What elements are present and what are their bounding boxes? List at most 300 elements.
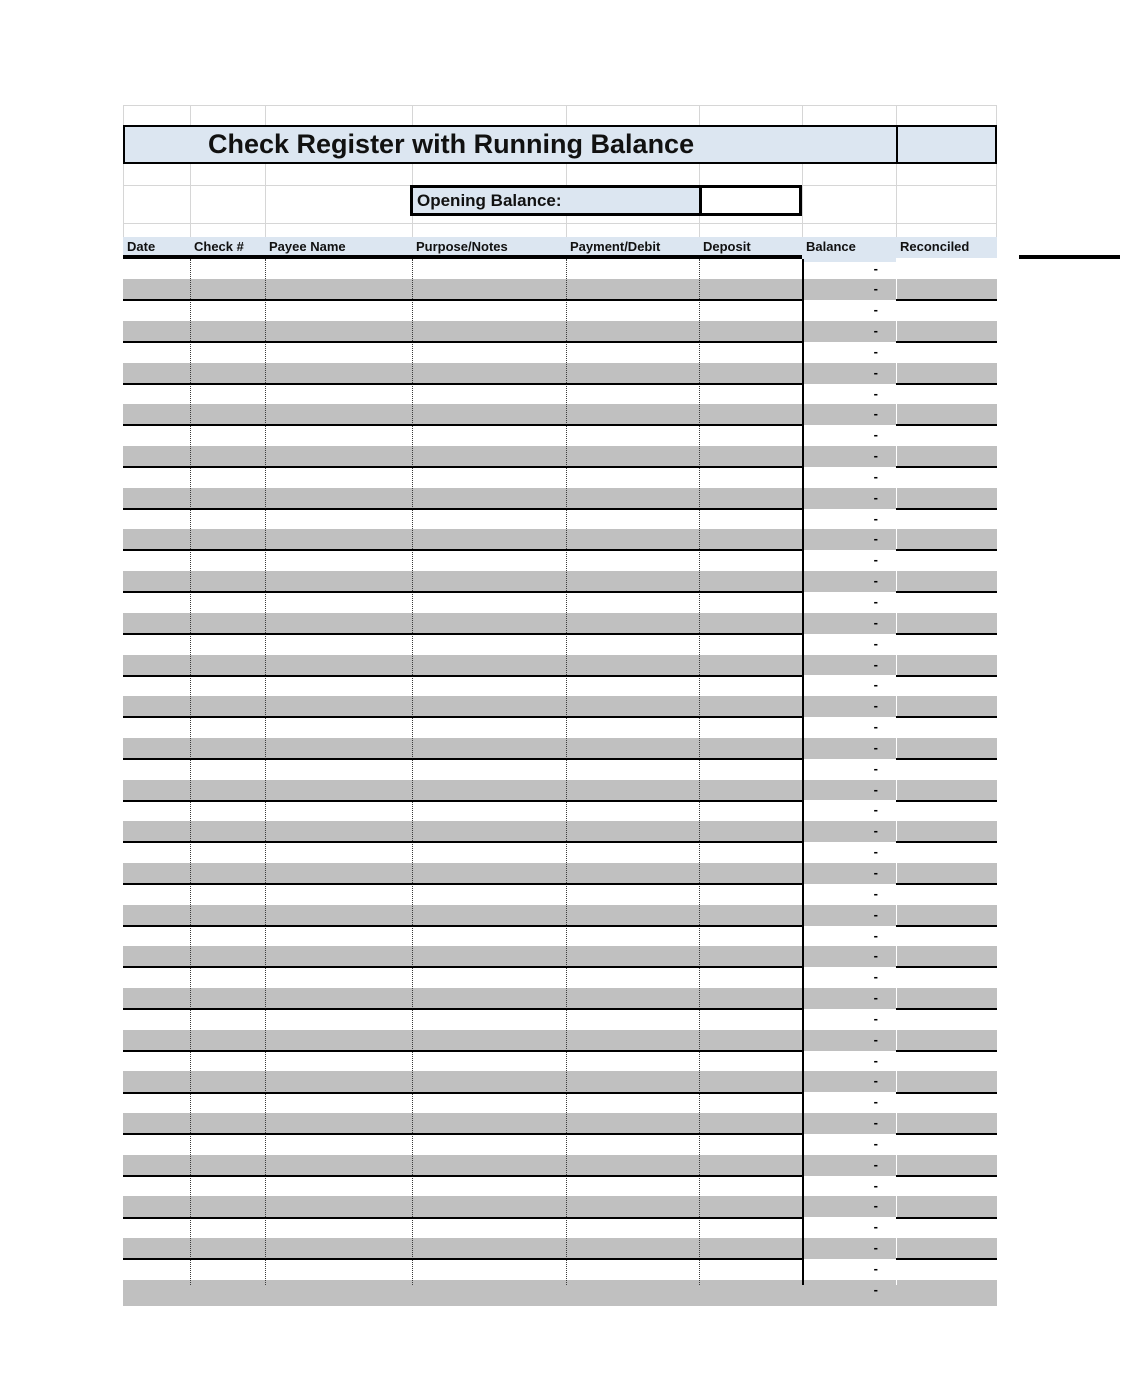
cell-date[interactable] (123, 842, 190, 863)
cell-payee[interactable] (265, 446, 412, 467)
cell-date[interactable] (123, 821, 190, 842)
cell-purpose[interactable] (412, 509, 566, 530)
cell-purpose[interactable] (412, 821, 566, 842)
cell-date[interactable] (123, 1155, 190, 1176)
cell-date[interactable] (123, 259, 190, 280)
cell-date[interactable] (123, 342, 190, 363)
cell-date[interactable] (123, 946, 190, 967)
cell-reconciled[interactable] (896, 842, 997, 863)
cell-check[interactable] (190, 842, 265, 863)
cell-purpose[interactable] (412, 321, 566, 342)
cell-reconciled[interactable] (896, 279, 997, 300)
cell-deposit[interactable] (699, 1176, 802, 1197)
cell-date[interactable] (123, 1030, 190, 1051)
cell-date[interactable] (123, 655, 190, 676)
cell-reconciled[interactable] (896, 780, 997, 801)
cell-date[interactable] (123, 1176, 190, 1197)
cell-check[interactable] (190, 1134, 265, 1155)
cell-payment[interactable] (566, 279, 699, 300)
cell-deposit[interactable] (699, 613, 802, 634)
cell-payment[interactable] (566, 1217, 699, 1238)
cell-payment[interactable] (566, 404, 699, 425)
cell-purpose[interactable] (412, 1113, 566, 1134)
cell-date[interactable] (123, 863, 190, 884)
cell-check[interactable] (190, 759, 265, 780)
cell-date[interactable] (123, 738, 190, 759)
cell-payment[interactable] (566, 1155, 699, 1176)
cell-payee[interactable] (265, 467, 412, 488)
cell-payment[interactable] (566, 863, 699, 884)
cell-purpose[interactable] (412, 988, 566, 1009)
cell-reconciled[interactable] (896, 571, 997, 592)
cell-reconciled[interactable] (896, 946, 997, 967)
cell-purpose[interactable] (412, 488, 566, 509)
cell-check[interactable] (190, 800, 265, 821)
cell-purpose[interactable] (412, 363, 566, 384)
cell-deposit[interactable] (699, 363, 802, 384)
cell-reconciled[interactable] (896, 926, 997, 947)
cell-deposit[interactable] (699, 446, 802, 467)
cell-date[interactable] (123, 967, 190, 988)
cell-payee[interactable] (265, 759, 412, 780)
cell-payment[interactable] (566, 342, 699, 363)
cell-deposit[interactable] (699, 1280, 802, 1301)
cell-deposit[interactable] (699, 1155, 802, 1176)
cell-payment[interactable] (566, 446, 699, 467)
cell-date[interactable] (123, 363, 190, 384)
cell-reconciled[interactable] (896, 967, 997, 988)
cell-reconciled[interactable] (896, 425, 997, 446)
cell-date[interactable] (123, 613, 190, 634)
cell-check[interactable] (190, 613, 265, 634)
cell-date[interactable] (123, 592, 190, 613)
cell-reconciled[interactable] (896, 800, 997, 821)
cell-date[interactable] (123, 1134, 190, 1155)
cell-check[interactable] (190, 321, 265, 342)
cell-date[interactable] (123, 905, 190, 926)
cell-reconciled[interactable] (896, 592, 997, 613)
cell-deposit[interactable] (699, 1134, 802, 1155)
cell-reconciled[interactable] (896, 467, 997, 488)
cell-purpose[interactable] (412, 1238, 566, 1259)
cell-date[interactable] (123, 696, 190, 717)
cell-purpose[interactable] (412, 759, 566, 780)
cell-reconciled[interactable] (896, 529, 997, 550)
cell-payment[interactable] (566, 946, 699, 967)
cell-date[interactable] (123, 634, 190, 655)
cell-payee[interactable] (265, 488, 412, 509)
cell-check[interactable] (190, 529, 265, 550)
cell-date[interactable] (123, 1196, 190, 1217)
cell-payment[interactable] (566, 988, 699, 1009)
cell-date[interactable] (123, 759, 190, 780)
cell-payment[interactable] (566, 905, 699, 926)
cell-deposit[interactable] (699, 675, 802, 696)
cell-date[interactable] (123, 488, 190, 509)
cell-deposit[interactable] (699, 759, 802, 780)
cell-deposit[interactable] (699, 863, 802, 884)
cell-payee[interactable] (265, 800, 412, 821)
cell-payee[interactable] (265, 509, 412, 530)
cell-check[interactable] (190, 404, 265, 425)
cell-payment[interactable] (566, 1280, 699, 1301)
cell-reconciled[interactable] (896, 1155, 997, 1176)
cell-payment[interactable] (566, 509, 699, 530)
cell-check[interactable] (190, 967, 265, 988)
cell-payee[interactable] (265, 571, 412, 592)
cell-deposit[interactable] (699, 529, 802, 550)
cell-payee[interactable] (265, 905, 412, 926)
cell-payment[interactable] (566, 1092, 699, 1113)
cell-check[interactable] (190, 550, 265, 571)
cell-check[interactable] (190, 863, 265, 884)
cell-payment[interactable] (566, 488, 699, 509)
cell-check[interactable] (190, 425, 265, 446)
cell-payee[interactable] (265, 926, 412, 947)
cell-purpose[interactable] (412, 738, 566, 759)
cell-date[interactable] (123, 300, 190, 321)
cell-payment[interactable] (566, 300, 699, 321)
cell-purpose[interactable] (412, 1217, 566, 1238)
cell-payment[interactable] (566, 926, 699, 947)
cell-purpose[interactable] (412, 655, 566, 676)
cell-reconciled[interactable] (896, 446, 997, 467)
cell-payee[interactable] (265, 821, 412, 842)
cell-payee[interactable] (265, 967, 412, 988)
cell-reconciled[interactable] (896, 1259, 997, 1280)
cell-purpose[interactable] (412, 1196, 566, 1217)
cell-reconciled[interactable] (896, 509, 997, 530)
cell-reconciled[interactable] (896, 342, 997, 363)
cell-purpose[interactable] (412, 634, 566, 655)
cell-payment[interactable] (566, 425, 699, 446)
cell-date[interactable] (123, 384, 190, 405)
cell-check[interactable] (190, 884, 265, 905)
cell-check[interactable] (190, 926, 265, 947)
cell-payee[interactable] (265, 259, 412, 280)
cell-payment[interactable] (566, 259, 699, 280)
cell-payment[interactable] (566, 800, 699, 821)
cell-deposit[interactable] (699, 467, 802, 488)
cell-payment[interactable] (566, 634, 699, 655)
cell-payee[interactable] (265, 1217, 412, 1238)
cell-purpose[interactable] (412, 300, 566, 321)
cell-deposit[interactable] (699, 800, 802, 821)
cell-payment[interactable] (566, 1030, 699, 1051)
cell-date[interactable] (123, 279, 190, 300)
cell-payment[interactable] (566, 738, 699, 759)
cell-deposit[interactable] (699, 550, 802, 571)
cell-date[interactable] (123, 1238, 190, 1259)
cell-payment[interactable] (566, 592, 699, 613)
cell-date[interactable] (123, 425, 190, 446)
cell-reconciled[interactable] (896, 738, 997, 759)
cell-check[interactable] (190, 1113, 265, 1134)
cell-check[interactable] (190, 905, 265, 926)
cell-reconciled[interactable] (896, 1217, 997, 1238)
cell-payee[interactable] (265, 946, 412, 967)
cell-purpose[interactable] (412, 1051, 566, 1072)
cell-check[interactable] (190, 300, 265, 321)
cell-date[interactable] (123, 1217, 190, 1238)
cell-date[interactable] (123, 988, 190, 1009)
cell-check[interactable] (190, 1051, 265, 1072)
cell-date[interactable] (123, 675, 190, 696)
cell-payment[interactable] (566, 967, 699, 988)
cell-purpose[interactable] (412, 467, 566, 488)
cell-deposit[interactable] (699, 425, 802, 446)
cell-date[interactable] (123, 550, 190, 571)
cell-purpose[interactable] (412, 1030, 566, 1051)
cell-payment[interactable] (566, 821, 699, 842)
cell-deposit[interactable] (699, 1196, 802, 1217)
cell-reconciled[interactable] (896, 675, 997, 696)
cell-deposit[interactable] (699, 1259, 802, 1280)
cell-deposit[interactable] (699, 279, 802, 300)
cell-deposit[interactable] (699, 696, 802, 717)
cell-payment[interactable] (566, 363, 699, 384)
cell-date[interactable] (123, 1009, 190, 1030)
cell-purpose[interactable] (412, 946, 566, 967)
cell-reconciled[interactable] (896, 1280, 997, 1301)
cell-check[interactable] (190, 696, 265, 717)
cell-payee[interactable] (265, 1009, 412, 1030)
cell-deposit[interactable] (699, 780, 802, 801)
cell-reconciled[interactable] (896, 655, 997, 676)
cell-check[interactable] (190, 1176, 265, 1197)
cell-date[interactable] (123, 321, 190, 342)
cell-payee[interactable] (265, 1134, 412, 1155)
cell-payee[interactable] (265, 863, 412, 884)
cell-purpose[interactable] (412, 1280, 566, 1301)
cell-payee[interactable] (265, 842, 412, 863)
cell-reconciled[interactable] (896, 821, 997, 842)
cell-payee[interactable] (265, 884, 412, 905)
cell-payment[interactable] (566, 1134, 699, 1155)
cell-date[interactable] (123, 1280, 190, 1301)
cell-deposit[interactable] (699, 717, 802, 738)
cell-deposit[interactable] (699, 884, 802, 905)
cell-payee[interactable] (265, 988, 412, 1009)
cell-date[interactable] (123, 800, 190, 821)
cell-payee[interactable] (265, 634, 412, 655)
cell-payment[interactable] (566, 1071, 699, 1092)
cell-payee[interactable] (265, 342, 412, 363)
cell-deposit[interactable] (699, 821, 802, 842)
cell-deposit[interactable] (699, 300, 802, 321)
cell-payee[interactable] (265, 1259, 412, 1280)
cell-check[interactable] (190, 259, 265, 280)
cell-reconciled[interactable] (896, 1009, 997, 1030)
cell-reconciled[interactable] (896, 384, 997, 405)
cell-payee[interactable] (265, 1238, 412, 1259)
cell-payment[interactable] (566, 675, 699, 696)
cell-purpose[interactable] (412, 1071, 566, 1092)
cell-purpose[interactable] (412, 863, 566, 884)
cell-reconciled[interactable] (896, 696, 997, 717)
cell-purpose[interactable] (412, 800, 566, 821)
cell-payee[interactable] (265, 425, 412, 446)
cell-check[interactable] (190, 279, 265, 300)
cell-reconciled[interactable] (896, 613, 997, 634)
cell-payment[interactable] (566, 529, 699, 550)
cell-reconciled[interactable] (896, 905, 997, 926)
cell-purpose[interactable] (412, 342, 566, 363)
cell-deposit[interactable] (699, 738, 802, 759)
cell-purpose[interactable] (412, 1176, 566, 1197)
cell-payee[interactable] (265, 529, 412, 550)
cell-check[interactable] (190, 988, 265, 1009)
cell-payee[interactable] (265, 655, 412, 676)
cell-check[interactable] (190, 946, 265, 967)
cell-date[interactable] (123, 1259, 190, 1280)
cell-purpose[interactable] (412, 780, 566, 801)
cell-deposit[interactable] (699, 905, 802, 926)
cell-payee[interactable] (265, 550, 412, 571)
cell-payment[interactable] (566, 759, 699, 780)
cell-check[interactable] (190, 342, 265, 363)
cell-deposit[interactable] (699, 404, 802, 425)
cell-payee[interactable] (265, 696, 412, 717)
cell-check[interactable] (190, 780, 265, 801)
cell-date[interactable] (123, 529, 190, 550)
cell-check[interactable] (190, 1009, 265, 1030)
cell-payment[interactable] (566, 1009, 699, 1030)
cell-reconciled[interactable] (896, 988, 997, 1009)
cell-payee[interactable] (265, 1280, 412, 1301)
cell-check[interactable] (190, 717, 265, 738)
cell-check[interactable] (190, 655, 265, 676)
cell-payment[interactable] (566, 696, 699, 717)
cell-reconciled[interactable] (896, 1176, 997, 1197)
cell-date[interactable] (123, 1092, 190, 1113)
cell-date[interactable] (123, 467, 190, 488)
cell-check[interactable] (190, 467, 265, 488)
cell-deposit[interactable] (699, 488, 802, 509)
cell-reconciled[interactable] (896, 321, 997, 342)
cell-deposit[interactable] (699, 655, 802, 676)
cell-check[interactable] (190, 1155, 265, 1176)
cell-purpose[interactable] (412, 1155, 566, 1176)
cell-reconciled[interactable] (896, 1238, 997, 1259)
cell-date[interactable] (123, 1071, 190, 1092)
cell-check[interactable] (190, 384, 265, 405)
cell-reconciled[interactable] (896, 717, 997, 738)
cell-check[interactable] (190, 509, 265, 530)
cell-date[interactable] (123, 446, 190, 467)
opening-balance-input[interactable] (702, 188, 799, 213)
cell-payment[interactable] (566, 467, 699, 488)
cell-deposit[interactable] (699, 1238, 802, 1259)
cell-purpose[interactable] (412, 696, 566, 717)
cell-payment[interactable] (566, 1238, 699, 1259)
cell-payment[interactable] (566, 842, 699, 863)
cell-purpose[interactable] (412, 384, 566, 405)
cell-purpose[interactable] (412, 926, 566, 947)
cell-purpose[interactable] (412, 1134, 566, 1155)
cell-reconciled[interactable] (896, 300, 997, 321)
cell-payee[interactable] (265, 300, 412, 321)
cell-purpose[interactable] (412, 446, 566, 467)
cell-reconciled[interactable] (896, 1092, 997, 1113)
cell-reconciled[interactable] (896, 884, 997, 905)
cell-purpose[interactable] (412, 259, 566, 280)
cell-reconciled[interactable] (896, 550, 997, 571)
cell-reconciled[interactable] (896, 1196, 997, 1217)
cell-deposit[interactable] (699, 1030, 802, 1051)
cell-check[interactable] (190, 1259, 265, 1280)
cell-payment[interactable] (566, 321, 699, 342)
cell-payment[interactable] (566, 384, 699, 405)
cell-deposit[interactable] (699, 592, 802, 613)
cell-purpose[interactable] (412, 1009, 566, 1030)
cell-payee[interactable] (265, 1051, 412, 1072)
cell-payment[interactable] (566, 1113, 699, 1134)
cell-check[interactable] (190, 1217, 265, 1238)
cell-date[interactable] (123, 1113, 190, 1134)
cell-check[interactable] (190, 1238, 265, 1259)
cell-payee[interactable] (265, 1155, 412, 1176)
cell-check[interactable] (190, 571, 265, 592)
cell-date[interactable] (123, 717, 190, 738)
cell-payee[interactable] (265, 321, 412, 342)
cell-payee[interactable] (265, 1030, 412, 1051)
cell-deposit[interactable] (699, 509, 802, 530)
cell-check[interactable] (190, 1092, 265, 1113)
cell-reconciled[interactable] (896, 488, 997, 509)
cell-payment[interactable] (566, 1259, 699, 1280)
cell-check[interactable] (190, 363, 265, 384)
cell-purpose[interactable] (412, 571, 566, 592)
cell-payment[interactable] (566, 655, 699, 676)
cell-deposit[interactable] (699, 1051, 802, 1072)
cell-payee[interactable] (265, 675, 412, 696)
cell-payee[interactable] (265, 780, 412, 801)
cell-deposit[interactable] (699, 321, 802, 342)
cell-payee[interactable] (265, 1092, 412, 1113)
cell-date[interactable] (123, 571, 190, 592)
cell-payment[interactable] (566, 717, 699, 738)
cell-date[interactable] (123, 780, 190, 801)
cell-deposit[interactable] (699, 1009, 802, 1030)
cell-check[interactable] (190, 1071, 265, 1092)
cell-deposit[interactable] (699, 967, 802, 988)
cell-reconciled[interactable] (896, 1113, 997, 1134)
cell-payee[interactable] (265, 717, 412, 738)
cell-date[interactable] (123, 926, 190, 947)
cell-payee[interactable] (265, 1113, 412, 1134)
cell-deposit[interactable] (699, 1092, 802, 1113)
cell-purpose[interactable] (412, 1259, 566, 1280)
cell-check[interactable] (190, 446, 265, 467)
cell-purpose[interactable] (412, 592, 566, 613)
cell-payment[interactable] (566, 550, 699, 571)
cell-payment[interactable] (566, 613, 699, 634)
cell-date[interactable] (123, 884, 190, 905)
cell-payee[interactable] (265, 592, 412, 613)
cell-payment[interactable] (566, 571, 699, 592)
cell-deposit[interactable] (699, 842, 802, 863)
cell-payment[interactable] (566, 1196, 699, 1217)
cell-reconciled[interactable] (896, 259, 997, 280)
cell-purpose[interactable] (412, 1092, 566, 1113)
cell-deposit[interactable] (699, 1217, 802, 1238)
cell-check[interactable] (190, 1030, 265, 1051)
cell-deposit[interactable] (699, 1113, 802, 1134)
cell-deposit[interactable] (699, 571, 802, 592)
cell-deposit[interactable] (699, 946, 802, 967)
cell-reconciled[interactable] (896, 1134, 997, 1155)
